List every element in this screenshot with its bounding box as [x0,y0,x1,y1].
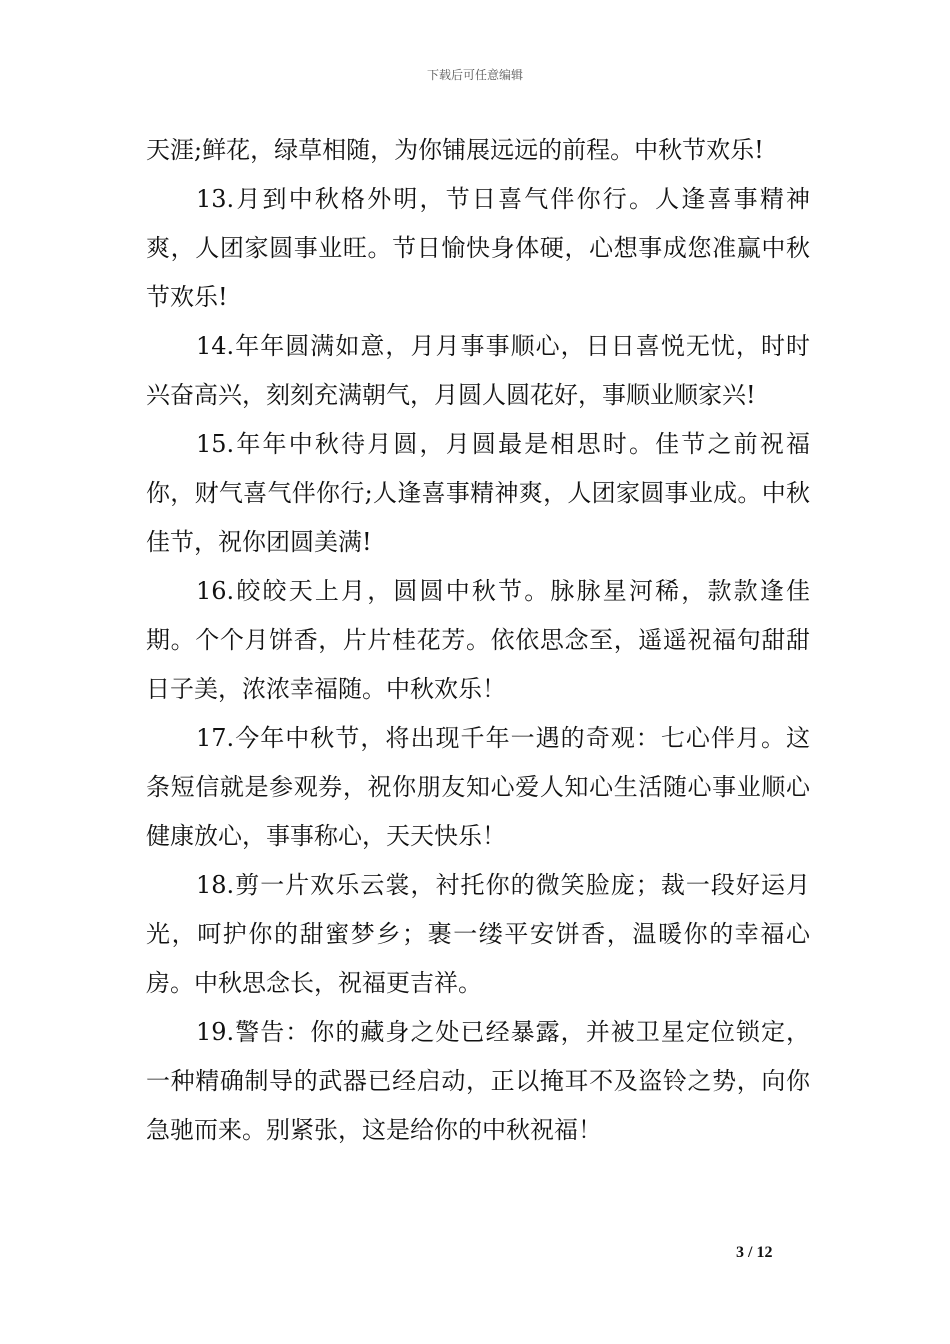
paragraph-17: 17.今年中秋节，将出现千年一遇的奇观：七心伴月。这条短信就是参观券，祝你朋友知心爱人知心生活随心事业顺心健康放心，事事称心，天天快乐！ [146,724,810,850]
paragraph-15: 15.年年中秋待月圆，月圆最是相思时。佳节之前祝福你，财气喜气伴你行;人逢喜事精神爽，人团家圆事业成。中秋佳节，祝你团圆美满! [146,430,810,556]
paragraph-16: 16.皎皎天上月，圆圆中秋节。脉脉星河稀，款款逢佳期。个个月饼香，片片桂花芳。依依思念至，遥遥祝福句甜甜日子美，浓浓幸福随。中秋欢乐！ [146,577,810,703]
paragraph-13: 13.月到中秋格外明，节日喜气伴你行。人逢喜事精神爽，人团家圆事业旺。节日愉快身体硬，心想事成您准赢中秋节欢乐! [146,185,810,311]
paragraph-14: 14.年年圆满如意，月月事事顺心，日日喜悦无忧，时时兴奋高兴，刻刻充满朝气，月圆人圆花好，事顺业顺家兴! [146,332,810,409]
page-header: 下载后可任意编辑 [426,68,523,82]
paragraph-19: 19.警告：你的藏身之处已经暴露，并被卫星定位锁定，一种精确制导的武器已经启动，正以掩耳不及盗铃之势，向你急驰而来。别紧张，这是给你的中秋祝福！ [146,1018,810,1144]
page-number: 3 / 12 [736,1244,773,1261]
document-body [146,126,810,1155]
paragraph-continued: 天涯;鲜花，绿草相随，为你铺展远远的前程。中秋节欢乐! [146,136,764,164]
paragraph-18: 18.剪一片欢乐云裳，衬托你的微笑脸庞；裁一段好运月光，呵护你的甜蜜梦乡；裹一缕平安饼香，温暖你的幸福心房。中秋思念长，祝福更吉祥。 [146,871,810,997]
